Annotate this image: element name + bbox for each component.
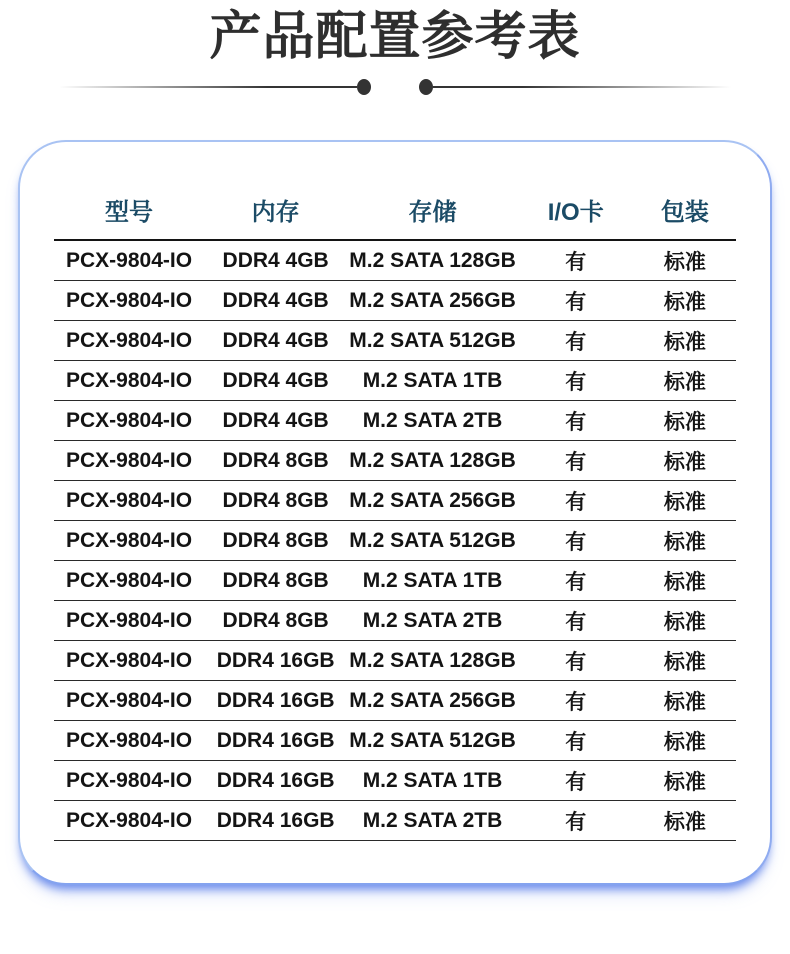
table-cell: 标准 bbox=[663, 530, 706, 554]
table-cell: DDR4 8GB bbox=[222, 448, 329, 472]
table-cell: 标准 bbox=[663, 370, 706, 394]
table-cell: 标准 bbox=[663, 730, 706, 754]
table-cell: DDR4 4GB bbox=[222, 288, 329, 312]
table-cell: PCX-9804-IO bbox=[65, 288, 193, 312]
title-divider bbox=[0, 78, 790, 96]
table-cell: M.2 SATA 128GB bbox=[349, 248, 516, 272]
table-cell: 标准 bbox=[663, 450, 706, 474]
table-cell: M.2 SATA 512GB bbox=[349, 528, 516, 552]
table-cell: DDR4 16GB bbox=[216, 768, 335, 792]
table-cell: DDR4 4GB bbox=[222, 408, 329, 432]
divider-dot-left bbox=[357, 79, 371, 95]
table-cell: 标准 bbox=[663, 490, 706, 514]
table-row bbox=[54, 721, 736, 761]
table-cell: M.2 SATA 512GB bbox=[349, 328, 516, 352]
column-header-model: 型号 bbox=[105, 199, 154, 226]
table-cell: M.2 SATA 1TB bbox=[362, 368, 503, 392]
table-cell: DDR4 4GB bbox=[222, 328, 329, 352]
table-cell: 有 bbox=[565, 610, 587, 634]
table-cell: 标准 bbox=[663, 650, 706, 674]
table-cell: 有 bbox=[565, 370, 587, 394]
column-header-package: 包装 bbox=[660, 199, 709, 226]
table-cell: 有 bbox=[565, 810, 587, 834]
table-row bbox=[54, 761, 736, 801]
table-cell: DDR4 8GB bbox=[222, 568, 329, 592]
table-cell: DDR4 16GB bbox=[216, 648, 335, 672]
divider-line-right bbox=[433, 86, 731, 88]
table-cell: PCX-9804-IO bbox=[65, 648, 193, 672]
table-cell: 有 bbox=[565, 410, 587, 434]
table-cell: 标准 bbox=[663, 290, 706, 314]
table-cell: 有 bbox=[565, 330, 587, 354]
table-cell: PCX-9804-IO bbox=[65, 448, 193, 472]
table-cell: M.2 SATA 1TB bbox=[362, 768, 503, 792]
table-cell: PCX-9804-IO bbox=[65, 328, 193, 352]
table-cell: DDR4 16GB bbox=[216, 728, 335, 752]
table-row bbox=[54, 521, 736, 561]
table-row bbox=[54, 681, 736, 721]
table-cell: 标准 bbox=[663, 690, 706, 714]
table-header-row bbox=[54, 192, 736, 240]
table-cell: DDR4 4GB bbox=[222, 248, 329, 272]
table-row bbox=[54, 401, 736, 441]
table-cell: PCX-9804-IO bbox=[65, 688, 193, 712]
table-cell: PCX-9804-IO bbox=[65, 248, 193, 272]
table-cell: PCX-9804-IO bbox=[65, 368, 193, 392]
table-cell: PCX-9804-IO bbox=[65, 568, 193, 592]
table-row bbox=[54, 641, 736, 681]
table-cell: 有 bbox=[565, 250, 587, 274]
column-header-memory: 内存 bbox=[251, 199, 300, 226]
table-row bbox=[54, 441, 736, 481]
table-cell: 标准 bbox=[663, 250, 706, 274]
table-cell: M.2 SATA 256GB bbox=[349, 488, 516, 512]
table-cell: M.2 SATA 128GB bbox=[349, 448, 516, 472]
table-cell: PCX-9804-IO bbox=[65, 768, 193, 792]
config-table bbox=[54, 192, 736, 841]
page-title: 产品配置参考表 bbox=[209, 8, 581, 66]
table-cell: M.2 SATA 512GB bbox=[349, 728, 516, 752]
table-cell: 有 bbox=[565, 530, 587, 554]
table-cell: 有 bbox=[565, 770, 587, 794]
table-row bbox=[54, 321, 736, 361]
table-cell: M.2 SATA 2TB bbox=[362, 608, 503, 632]
table-cell: 有 bbox=[565, 650, 587, 674]
table-cell: 有 bbox=[565, 490, 587, 514]
table-cell: 有 bbox=[565, 450, 587, 474]
table-row bbox=[54, 240, 736, 281]
table-cell: M.2 SATA 2TB bbox=[362, 808, 503, 832]
column-header-storage: 存储 bbox=[408, 199, 457, 226]
table-cell: 标准 bbox=[663, 610, 706, 634]
table-cell: DDR4 8GB bbox=[222, 528, 329, 552]
product-config-card bbox=[18, 140, 772, 885]
column-header-iocard: I/O卡 bbox=[547, 199, 604, 226]
table-cell: DDR4 8GB bbox=[222, 488, 329, 512]
table-cell: 有 bbox=[565, 290, 587, 314]
divider-dot-right bbox=[419, 79, 433, 95]
table-cell: PCX-9804-IO bbox=[65, 408, 193, 432]
table-row bbox=[54, 361, 736, 401]
table-row bbox=[54, 801, 736, 841]
table-body bbox=[54, 240, 736, 841]
divider-line-left bbox=[59, 86, 357, 88]
table-row bbox=[54, 481, 736, 521]
table-cell: M.2 SATA 128GB bbox=[349, 648, 516, 672]
table-cell: M.2 SATA 2TB bbox=[362, 408, 503, 432]
table-cell: PCX-9804-IO bbox=[65, 528, 193, 552]
table-cell: M.2 SATA 1TB bbox=[362, 568, 503, 592]
table-cell: 标准 bbox=[663, 810, 706, 834]
table-cell: DDR4 16GB bbox=[216, 688, 335, 712]
table-cell: PCX-9804-IO bbox=[65, 808, 193, 832]
table-cell: M.2 SATA 256GB bbox=[349, 288, 516, 312]
table-cell: 标准 bbox=[663, 330, 706, 354]
table-cell: 有 bbox=[565, 730, 587, 754]
table-cell: DDR4 8GB bbox=[222, 608, 329, 632]
table-row bbox=[54, 601, 736, 641]
table-row bbox=[54, 561, 736, 601]
table-row bbox=[54, 281, 736, 321]
table-cell: 有 bbox=[565, 570, 587, 594]
table-cell: PCX-9804-IO bbox=[65, 488, 193, 512]
table-cell: 标准 bbox=[663, 570, 706, 594]
table-cell: PCX-9804-IO bbox=[65, 728, 193, 752]
table-cell: 有 bbox=[565, 690, 587, 714]
table-cell: M.2 SATA 256GB bbox=[349, 688, 516, 712]
table-cell: PCX-9804-IO bbox=[65, 608, 193, 632]
table-cell: 标准 bbox=[663, 410, 706, 434]
table-cell: DDR4 4GB bbox=[222, 368, 329, 392]
table-cell: 标准 bbox=[663, 770, 706, 794]
table-cell: DDR4 16GB bbox=[216, 808, 335, 832]
